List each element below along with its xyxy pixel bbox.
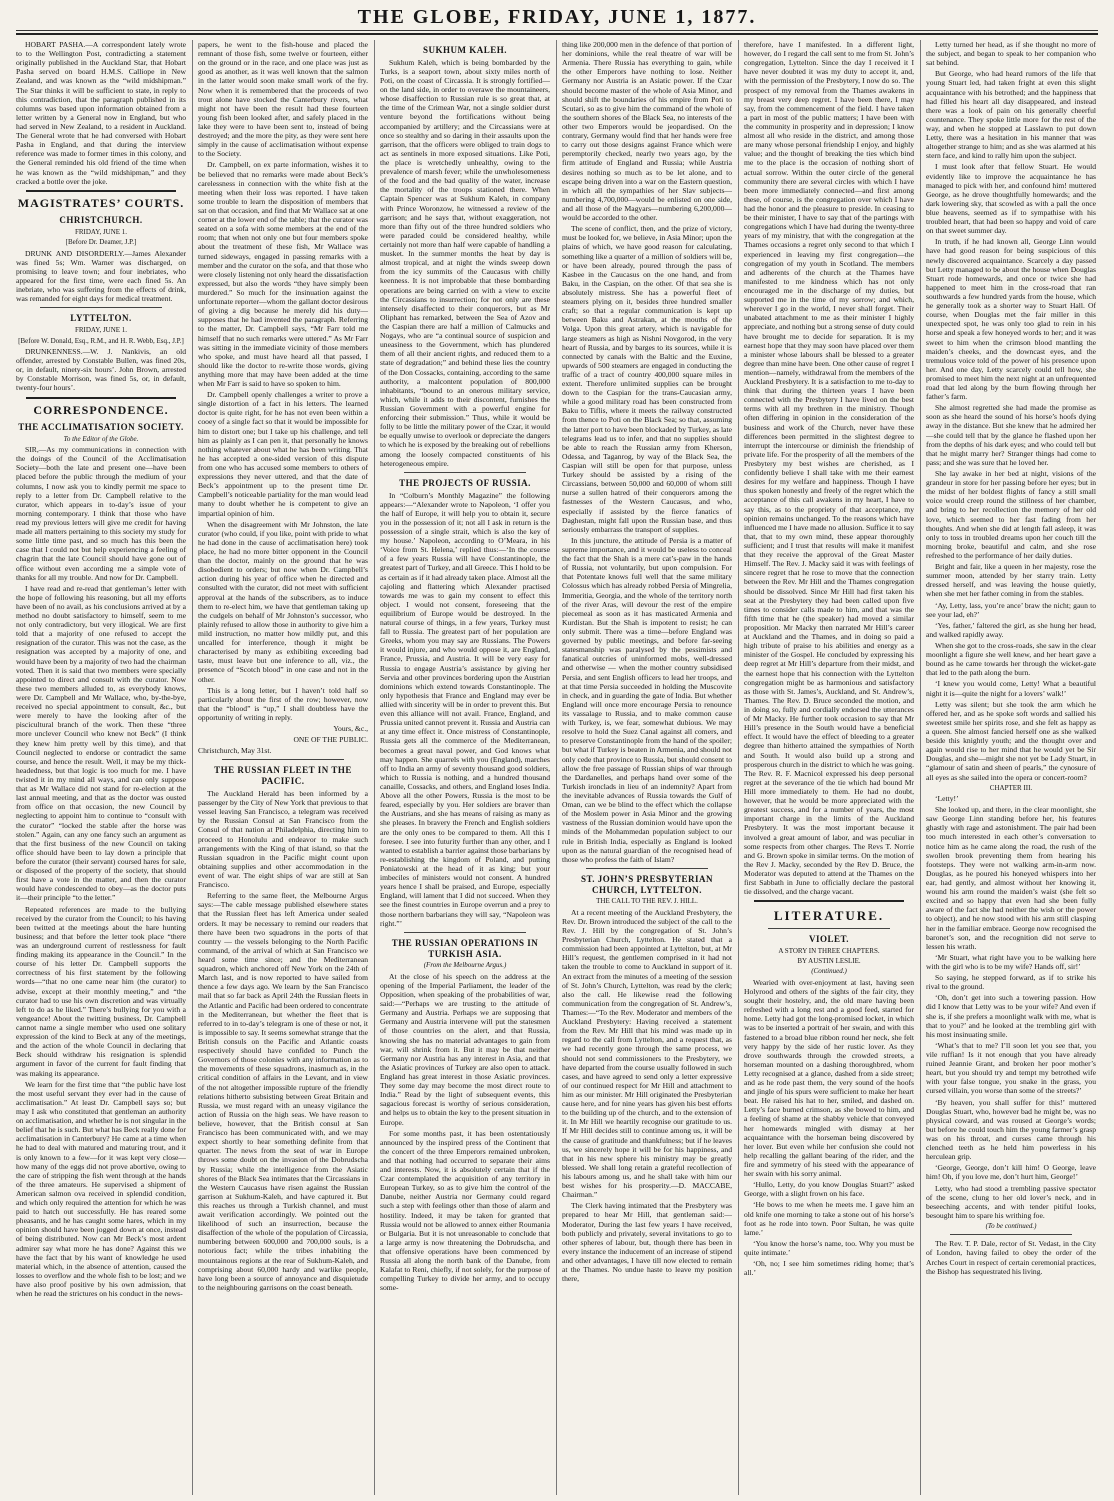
column-divider [374, 40, 375, 1495]
column-2 [198, 40, 368, 1495]
letter-paragraph: Dr. Campbell, on ex parte information, wishes it to be believed that no remarks were made about Beck’s carelessness in connection with the white fish at the meeting when their loss was reported. I have taken some trouble to learn the disposition of members that sat on that occasion, and find that Mr Wallace sat at one corner at the lower end of the table; that the curator was seated on a sofa with some members at the end of the room; that when not only one but four members spoke about the treatment of these fish, Mr Wallace was turned sideways, engaged in passing remarks with a member and the curator on the sofa, and that those who were closely listening not only heard the dissatisfaction expressed, but also the words “they have simply been murdered.” So much for the insinuation against the unfortunate reporter—whom the gallant doctor desirous of giving a dig because he merely did his duty—supposes that he had invented the paragraph. Referring to the matter, Dr. Campbell says, “Mr Farr told me himself that no such remarks were uttered.” As Mr Farr was sitting in the immediate vicinity of those members who spoke, and must have heard all that passed, I should like the doctor to re-write those words, giving anything more that may have been added at the time when Mr Farr is said to have so spoken to him. [198, 160, 368, 389]
divider [40, 307, 162, 308]
cc-date: FRIDAY, JUNE 1. [74, 227, 128, 236]
to-be-continued: (To be continued.) [985, 1221, 1037, 1230]
story-paragraph: Bright and fair, like a queen in her majesty, rose the summer moon, attended by her starry train. Letty dressed herself, and was leaving the house quietly, when she met her father coming in from the stables. [926, 562, 1096, 599]
letter-paragraph: SIR,—As my communications in connection with the doings of the Council of the Acclimatisation Society—both the late and present one—have been placed before the public through the medium of your columns, I now ask you to kindly permit me space to reply to a letter from Dr. Campbell relative to the curator, which appears in to-day’s issue of your morning contemporary. I think that those who have read my previous letters will give me credit for having made all matters pertaining to this society my study for some little time past, and so much has this been the case that I could not but help experiencing a feeling of chagrin that the late Council should have gone out of office without even according me a simple vote of thanks for all my trouble. And now for Dr. Campbell. [16, 445, 186, 582]
story-paragraph: So saying, he stepped forward, as if to strike his rival to the ground. [926, 973, 1096, 992]
continued-label: (Continued.) [811, 967, 847, 976]
lyttelton-heading: LYTTELTON. [70, 313, 132, 324]
article-paragraph: thing like 200,000 men in the defence of that portion of her dominions, while the real theatre of war will be Armenia. There Russia has everything to gain, while the other Emperors have nothing to lose. Neither Germany nor Austria is an Asiatic power. If the Czar should become master of the whole of Asia Minor, and should shift the boundaries of his empire from Poti to Scutari, so as to give him the command of the whole of the southern shores of the Black Sea, no interests of the other two Emperors would be jeopardised. On the contrary, Germany would find that her hands were free to carry out those designs against France which were peremptorily checked, nearly two years ago, by the firm attitude of England and Russia; while Austria desires nothing so much as to be let alone, and to escape being driven into a war on the Eastern question, in which all the sympathies of her Slav subjects—numbering 4,700,000—would be enlisted on one side, and all those of the Magyars—numbering 6,200,000—would be accorded to the other. [562, 40, 732, 223]
article-paragraph: In this juncture, the attitude of Persia is a matter of supreme importance, and it would be useless to conceal the fact that the Shah is a mere cat’s-paw in the hands of Russia, not voluntarily, but upon compulsion. For that Potentate knows full well that the same military Colossus which has already robbed Persia of Mingrelia, Immeritia, Georgia, and the whole of the territory north of the river Aras, will devour the rest of the empire piecemeal as soon as it has masticated Armenia and Kurdistan. But the Shah is impotent to resist; he can only submit. There was a time—before England was governed by public meetings, and before far-seeing statesmanship was paralysed by the pessimists and fanatical outcries of uninformed mobs, well-dressed and otherwise — when the mother country subsidised Persia, and sent English officers to lead her troops, and at that time Persia succeeded in holding the Muscovite in check, and in guarding the gate of India. But whether England will once more encourage Persia to renounce its vassalage to Russia, and to make common cause with Turkey, is, we fear, somewhat dubious. We may resolve to hold the Suez Canal against all comers, and to preserve Constantinople from the hand of the spoiler; but what if Turkey is beaten in Armenia, and should not only cede that province to Russia, but should consent to allow the free passage of Russian ships of war through the Dardanelles, and perhaps hand over some of the Turkish ironclads in lieu of an indemnity? Apart from the inevitable advances of Russia towards the Gulf of Oman, can we be blind to the effect which the collapse of the Moslem power in Asia Minor and the growing vastness of the Russian dominion would have upon the minds of the Mohammedan population subject to our rule in British India, especially as England is looked upon as the natural guardian of the recognised head of those who profess the faith of Islam? [562, 535, 732, 864]
article-paragraph: The scene of conflict, then, and the prize of victory, must be looked for, we believe, in Asia Minor; upon the plains of which, we have good reason for calculating, something like a quarter of a million of soldiers will be, or have been already, poured through the pass of Kasbee in the Caucasus on the one hand, and from Baku, in the Caspian, on the other. Of that sea she is absolutely mistress. She has a powerful fleet of steamers plying on it, besides three hundred smaller craft; so that a regular communication is kept up between Baku and Astrakan, at the mouths of the Volga. Upon this great artery, which is navigable for large steamers as high as Nishni Novgorod, in the very heart of Russia, and by barges to its sources, while it is connected by canals with the Baltic and the Euxine, upwards of 500 steamers are engaged in conducting the traffic of a tract of country 400,000 square miles in extent. Therefore unlimited supplies can be brought down to the Caspian for the trans-Caucasian army, while a good military road has been constructed from Baku to Tiflis, where it meets the railway constructed from thence to Poti on the Black Sea; so that, assuming the latter port to have been blockaded by Turkey, as late telegrams lead us to infer, and that no supplies should be able to reach the Russian army from Kherson, Odessa, and Taganrog, by way of the Black Sea, the Caspian will still be open for that purpose, unless Turkey should be assisted by a rising of the Circassians, between 50,000 and 60,000 of whom still nurse a sullen hatred of their conquerors among the fastnesses of the Western Caucasus, and who, especially if assisted by the fierce fanatics of Daghestan, might fall upon the Russian base, and thus seriously embarrass the transport of supplies. [562, 224, 732, 534]
column-divider [192, 40, 193, 1495]
story-paragraph: But George, who had heard rumors of the life that young Stuart led, had taken fright at even this slight acquaintance with his betrothed; and the happiness that had filled his heart all day disappeared, and instead there was a look of pain on his generally cheerful countenance. They spoke little more for the rest of the way, and when he stopped at Lasslawn to put down Letty, there was a hesitation in his manner that was altogether strange to him; and as she was alarmed at his stern face, and kind to rally him upon the subject. [926, 69, 1096, 161]
signature-place: Christchurch, May 31st. [198, 746, 272, 756]
story-paragraph: She lay awake in her bed at night, visions of the grandeur in store for her passing before her eyes; but in the midst of her boldest flights of fancy a still small voice would creep round the stillness of her chamber, and bring to her recollection the memory of her old love, which seemed to her fast fading from her thoughts. And when she did at length fall asleep, it was only to toss in troubled dreams upon her couch till the morning broke, beautiful and calm, and she rose refreshed to the performance of her daily duties. [926, 469, 1096, 561]
article-paragraph: The Auckland Herald has been informed by a passenger by the City of New York that previous to that vessel leaving San Francisco, a telegram was received by the Russian Consul at San Francisco from the Consul of that nation at Philadelphia, directing him to proceed to Honolulu and endeavor to make such arrangements with the King of that island, so that the Russian squadron in the Pacific might count upon obtaining supplies and other accommodation in the event of war. The eight ships of war are still at San Francisco. [198, 789, 368, 890]
letter-paragraph: papers, he went to the fish-house and placed the remnant of those fish, some twelve or fourteen, either on the ground or in the race, and one place was just as good as another, as it was well known that the salmon in the latter would soon make small work of the fry. Now when it is remembered that the proceeds of two trout alone have stocked the Canterbury rivers, what might not have been the result had these fourteen young fish been looked after, and safely placed in the lake they were to have been sent to, instead of being destroyed; and the more the pity, as they were sent here simply in the cause of acclimatisation without expense to the Society. [198, 40, 368, 159]
story-paragraph: ‘Oh, no; I see him sometimes riding home; that’s all.’ [744, 1259, 914, 1278]
divider [222, 759, 344, 760]
sukhum-heading: SUKHUM KALEH. [422, 45, 507, 55]
divider [26, 397, 176, 399]
story-paragraph: She almost regretted she had made the promise as soon as she heard the sound of his horse’s hoofs dying away in the distance. But she knew that he admired her—she could tell that by the glance he flashed upon her from the depths of his dark eyes; and who could tell but that he might marry her? Stranger things had come to pass; and she was sure that he loved her. [926, 403, 1096, 467]
story-paragraph: ‘Letty!’ [935, 794, 959, 804]
story-paragraph: ‘Oh, don’t get into such a towering passion. How did I know that Letty was to be your wife? And even if she is, if she prefers a moonlight walk with me, what is that to you?’ and he looked at the trembling girl with his most insinuating smile. [926, 993, 1096, 1039]
story-paragraph: ‘Yes, father,’ faltered the girl, as she hung her head, and walked rapidly away. [926, 620, 1096, 639]
magistrates-heading: MAGISTRATES’ COURTS. [17, 195, 185, 210]
church-subheading: THE CALL TO THE REV. J. HILL. [596, 897, 698, 906]
ly-text: DRUNKENNESS.—W. J. Nankivis, an old offender, arrested by Constable Bullen, was fined 20s, or, in default, ninety-six hours’. John Brown, arrested by Constable Morrison, was fined 5s, or, in default, twenty-four hours’. [16, 346, 186, 393]
story-paragraph: ‘He bows to me when he meets me. I gave him an old knife one morning to take a stone out of his horse’s foot as he rode into town. Poor Sultan, he was quite lame.’ [744, 1200, 914, 1237]
letter-paragraph: This is a long letter, but I haven’t told half so particularly about the first of the row; however, now that the “blood” is “up,” I shall doubtless have the opportunity of writing in reply. [198, 685, 368, 722]
story-paragraph: ‘George, George, don’t kill him! O George, leave him! Oh, if you love me, don’t hurt him, George!’ [926, 1163, 1096, 1182]
article-paragraph: For some months past, it has been ostentatiously announced by the inspired press of the Continent that the concert of the three Emperors remained unbroken, and that nothing had occurred to separate their aims and interests. Now, it is absolutely certain that if the Czar contemplated the acquisition of any territory in European Turkey, so as to give him the control of the Danube, neither Austria nor Germany could regard such a step with feelings other than those of alarm and hostility. Indeed, it may be taken for granted that Russia would not be allowed to annex either Roumania or Bulgaria. But it is not unreasonable to conclude that a large army is now threatening the Dobrudscha, and that offensive operations have been commenced by Russia all along the north bank of the Danube, from Kalafat to Reni, chiefly, if not solely, for the purpose of compelling Turkey to divide her army, and to occupy some- [380, 1128, 550, 1293]
operations-heading: THE RUSSIAN OPERATIONS IN TURKISH ASIA. [391, 937, 539, 959]
column-4 [562, 40, 732, 1495]
article-paragraph: At a recent meeting of the Auckland Presbytery, the Rev. Dr. Brown introduced the subject of the call to the Rev. J. Hill by the congregation of St. John’s Presbyterian Church, Lyttelton. He stated that a commission had been appointed at Lyttelton, but, at Mr Hill’s request, the gentlemen comprised in it had not taken the trouble to come to Auckland in support of it. An extract from the minutes of a meeting of the session of St. John’s Church, Lyttelton, was read by the clerk; also the call. He likewise read the following communication from the congregation of St. Andrew’s, Thames:—“To the Rev. Moderator and members of the Auckland Presbytery: Having received a statement from the Rev. Mr Hill that his mind was made up in regard to the call from Lyttelton, and a request that, as we had recently gone through the same process, we should not send commissioners to the Presbytery, we have departed from the course usually followed in such cases, and have agreed to send only a letter expressive of our continued respect for Mr Hill and attachment to him as our minister. Mr Hill originated the Presbyterian cause here, and for nine years has given his best efforts to the building up of the church, and to the extension of it. In Mr Hill we heartily recognise our gratitude to us. If Mr Hill decides still to continue among us, it will be the cause of gratitude and thankfulness; but if he leaves us, we sincerely hope it will be for his happiness, and that in his new sphere his ministry may be greatly blessed. We shall long retain a grateful recollection of his labours among us, and he shall take with him our best wishes for his prosperity.—D. MACCABE, Chairman.” [562, 907, 732, 1200]
signature-yours: Yours, &c., [333, 724, 368, 734]
story-author: BY AUSTIN LESLIE. [797, 957, 861, 966]
church-heading: ST. JOHN’S PRESBYTERIAN CHURCH, LYTTELTON. [580, 873, 714, 895]
violet-title: VIOLET. [808, 933, 850, 944]
masthead [0, 0, 1114, 28]
cc-text: DRUNK AND DISORDERLY.—James Alexander was fined 5s; Wm. Warner was discharged, on promising to leave town; and four inebriates, who appeared for the first time, were each fined 5s. An inebriate, who was suffering from the effects of drink, was remanded for eight days for medical treatment. [16, 248, 186, 304]
divider [754, 900, 904, 902]
ly-date: FRIDAY, JUNE 1. [74, 326, 128, 335]
story-paragraph: ‘Ay, Letty, lass, you’re ance’ braw the nicht; gaun to see your lad, eh?’ [926, 600, 1096, 619]
story-paragraph: In truth, if he had known all, George Linn would have had good reason for being suspicious of this newly discovered acquaintance. Scarcely a day passed but Letty managed to be about the house when Douglas Stuart rode homewards, and once or twice she had happened to meet him in the cross-road that ran southwards a few hundred yards from the house, which he generally took as a shorter way to Stuart Hall. Of course, when Douglas met the fair miller in this unexpected spot, he was only too glad to rein in his horse and speak a few honeyed words to her; and it was sweet to him when the crimson blood mantling the maiden’s cheeks, and the downcast eyes, and the tremulous voice told of the power of his presence upon her. And one day, Letty scarcely could tell how, she promised to meet him the next night at an unfrequented road that led along by the burn flowing through her father’s farm. [926, 237, 1096, 402]
article-paragraph: Sukhum Kaleh, which is being bombarded by the Turks, is a seaport town, about sixty miles north of Poti, on the coast of Circassia. It is strongly fortified—on the land side, in order to overawe the mountaineers, whose disaffection to Russian rule is so great that, at the time of the Crimean War, not a single soldier durst venture beyond the fortifications without being accompanied by artillery; and the Circassians were at once so stealthy and so daring in their assaults upon the garrison, that the officers were obliged to train dogs to act as sentinels in more exposed situations. Like Poti, the place is wretchedly unhealthy, owing to the prevalence of marsh fever; while the unwholesomeness of the food and the bad quality of the water, increase the mortality of the troops stationed there. When Captain Spencer was at Sukhum Kaleh, in company with Prince Woronzow, he witnessed a review of the garrison; and he says that, without exaggeration, not more than fifty out of the three hundred soldiers who were paraded could be considered healthy, while certainly not more than half were capable of handling a musket. In the summer months the heat by day is almost tropical, and at night the winds sweep down from the icy summits of the Caucasus with chilly keenness. It is not improbable that these bombarding operations are being carried on with a view to excite the Circassians to insurrection; for not only are these intensely disaffected to their conquerors, but as Mr Oliphant has remarked, between the Sea of Azov and the Caspian there are half a million of Calmucks and Nogays, who are “a continual source of suspicion and uneasiness to the Government, which has plundered them of all their ancient rights, and reduced them to a state of degradation;” and behind these lies the country of the Don Cossacks, containing, according to the same authority, a malcontent population of 800,000 inhabitants, “bound to an onerous military service, which, while it adds to their discontent, furnishes the Russian Government with a powerful engine for enforcing their submission.” Thus, while it would be folly to be little the military power of the Czar, it would be equally unwise to overlook or depreciate the dangers to which he is exposed by the breaking out of rebellions among the loosely compacted constituents of his heterogeneous empire. [380, 57, 550, 468]
column-divider [556, 40, 557, 1495]
letter-paragraph: Dr. Campbell openly challenges a writer to prove a single distortion of a fact in his letters. The learned doctor is quite right, for he has not even been within a cooey of a single fact so that it would be impossible for him to distort one; but I take up his challenge, and tell him as plainly as I can pen it, that personally he knows nothing whatever about what he has been writing. That he has accepted a one-sided version of this dispute from one who has accused some members to others of expressions they never uttered, and that the date of Beck’s appointment up to the present time Dr. Campbell’s noticeable partiality for the man would lead many to doubt whether he is competent to give an impartial opinion of him. [198, 390, 368, 518]
column-divider [738, 40, 739, 1495]
divider [404, 932, 526, 933]
column-6 [926, 40, 1096, 1495]
letter-paragraph: We learn for the first time that “the public have lost the most useful servant they ever had in the cause of acclimatisation.” At least Dr. Campbell says so; but may I ask who constituted that gentleman an authority on acclimatisation, and whether he is not singular in the belief that he is such. But what has Beck really done for acclimatisation in Canterbury? He came at a time when he had to deal with matured and maturing trout, and it is only known to a few—for it was kept very close—how many of the eggs did not prove abortive, owing to the care of stripping the fish went through at the hands of the three amateurs. He supervised a shipment of American salmon ova received in splendid condition, and which only required the attention for which he was paid to hatch out successfully. He has reared some pheasants, and he has caught some hares, which in my opinion should have been jogged down at once, instead of being distributed. Now can Mr Beck’s most ardent admirer say what more he has done? Against this we have the fact that by his want of knowledge he used material which, in the absence of attention, caused the losses to overflow and the whole fish to be lost; and we have also proof positive by his own admission, that when he read the strictures on his conduct in the news- [16, 1079, 186, 1299]
letter-paragraph: I have read and re-read that gentleman’s letter with the hope of following his reasoning, but all my efforts have been of no avail, as his conclusions arrived at by a method no doubt satisfactory to himself, seem to me not only contradictory, but very illogical. We are first told that a majority of one refused to accept the resignation of the curator. This was not the case, as the resignation was accepted by a majority of one, and would have been by a majority of two had the chairman voted. Then it is said that two members were specially appointed to direct and consult with the curator. Now these two members alluded to, as everybody knows, were Dr. Campbell and Mr Wallace, who, by-the-bye, received no special appointment to consult, &c., but were merely to have the looking after of the piscicultural branch of the work. Then these “three more unclever Council who knew not Beck” (I think they knew him pretty well by this time), and that Council neglected to endorse or contradict the same course, and hence the result. Well, it may be my thick-headedness, but that logic is too much for me. I have twisted it in my mind all ways, and can only suppose that as Mr Wallace did not stand for re-election at the last annual meeting, and that as the doctor was ousted from office on that occasion, the new Council by neglecting to appoint him to continue to “consult with the curator” “locked the stable after the horse was stolen.” Again, can any one fancy such an argument as that the first business of the new Council on taking office should have been to lay down a principle that before the curator (their servant) coursed hares for sale, or disposed of the property of the society, that should first have a vote in the matter, and then the curator would have condescended to obey—as the doctor puts it—their principle “to the letter.” [16, 583, 186, 903]
story-paragraph: When she got to the cross-roads, she saw in the clear moonlight a figure she well knew, and her heart gave a bound as he came towards her through the wicket-gate that led to the path along the burn. [926, 641, 1096, 678]
divider [950, 1234, 1072, 1235]
divider [26, 190, 176, 192]
russian-fleet-heading: THE RUSSIAN FLEET IN THE PACIFIC. [214, 765, 352, 787]
divider [404, 472, 526, 473]
christchurch-heading: CHRISTCHURCH. [59, 215, 143, 226]
projects-heading: THE PROJECTS OF RUSSIA. [399, 477, 531, 488]
story-paragraph: Letty, who had stood a trembling passive spectator of the scene, clung to her old lover’s neck, and in beseeching accents, and with tender pitiful looks, besought him to spare his writhing foe. [926, 1183, 1096, 1220]
divider [768, 928, 890, 929]
chapter-heading: CHAPTER III. [989, 783, 1033, 792]
story-subtitle: A STORY IN THREE CHAPTERS. [778, 946, 880, 955]
article-paragraph: In “Colburn’s Monthly Magazine” the following appears:—“Alexander wrote to Napoleon, ‘I offer you the half of Europe, it will help you to obtain it, secure you in the possession of it; not all I ask in return is the possession of a single strait, which is also the key of my house.’ Napoleon, according to O’Meara, in his ‘Voice from St. Helena,’ replied thus:—‘In the course of a few years Russia will have Constantinople, the greatest part of Turkey, and all Greece. This I hold to be as certain as if it had already taken place. Almost all the cajoling and flattering which Alexander practised towards me was to gain my consent to effect this object. I would not consent, foreseeing that the equilibrium of Europe would be destroyed. In the natural course of things, in a few years, Turkey must fall to Russia. The greatest part of her population are Greeks, whom you may say are Russians. The Powers it would injure, and who would oppose it, are England, France, Prussia, and Austria. It will be very easy for Russia to engage Austria’s assistance by giving her Servia and other provinces bordering upon the Austrian dominions which extend towards Constantinople. The only hypothesis that France and England may ever be allied with sincerity will be in order to prevent this. But even this alliance will not avail. France, England, and Prussia united cannot prevent it. Russia and Austria can at any time effect it. Once mistress of Constantinople, Russia gets all the commerce of the Mediterranean, becomes a great naval power, and God knows what may happen. She quarrels with you (England), marches off to India an army of seventy thousand good soldiers, which to Russia is nothing, and a hundred thousand canaille, Cossacks, and others, and England loses India. Above all the other Powers, Russia is the most to be feared, especially by you. Her soldiers are braver than the Austrians, and she has means of raising as many as she pleases. In bravery the French and English soldiers are the only ones to be compared to them. All this I foresee. I see into futurity further than any other, and I wanted to establish a barrier against those barbarians by re-establishing the kingdom of Poland, and putting Poniatowski at the head of it as king; but your imbeciles of ministers would not consent. A hundred years hence I shall be praised, and Europe, especially England, will lament that I did not succeed. When they see the finest countries in Europe overrun and a prey to those northern barbarians they will say, “Napoleon was right.”’ [380, 490, 550, 928]
story-paragraph: ‘Hullo, Letty, do you know Douglas Stuart?’ asked George, with a slight frown on his face. [744, 1180, 914, 1199]
column-1 [16, 40, 186, 1495]
story-paragraph: ‘Mr Stuart, what right have you to be walking here with the girl who is to be my wife? Hands off, sir!’ [926, 952, 1096, 971]
story-paragraph: I must look after that fellow Stuart. He would evidently like to improve the acquaintance he has managed to pick with her, and confound him! muttered George, as he drove thoughtfully homewards; and the dark lowering sky, that scowled as with a pall the once blue heavens, seemed as if to sympathise with his troubled heart, that had been so happy and void of care on that sweet summer day. [926, 162, 1096, 236]
column-divider [920, 40, 921, 1495]
letter-paragraph: Repeated references are made to the bullying received by the curator from the Council; to his having been twitted at the meetings about the hare hunting business; and that before the letter took place “there was an underground current of restlessness for fault finding making its appearance in the Council.” In the course of his letter Dr. Campbell supports the correctness of his first statement by the following words—“that no one came near him (the curator) to advise, except at their monthly meeting,” and “the curator had to use his own discretion and was virtually left to do as he liked.” There’s bullying for you with a vengeance! About the twitting business, Dr. Campbell cannot name a single member who used one solitary expression of the kind to Beck at any of the meetings, and the action of the whole Council in declaring that Beck should withdraw his resignation is splendid argument in favor of the current for fault finding that was making its appearance. [16, 904, 186, 1078]
cc-before: [Before Dr. Deamer, J.P.] [65, 238, 137, 247]
story-paragraph: ‘What’s that to me? I’ll soon let you see that, you vile ruffian! Is it not enough that you have already ruined Jeannie Grant, and broken her poor mother’s heart, but you should try and tempt my betrothed wife with your false tongue, you snake in the grass, you cursed villain, you worse than some of the streets?’ [926, 1040, 1096, 1096]
ly-before: [Before W. Donald, Esq., R.M., and H. R. Webb, Esq., J.P.] [18, 336, 184, 345]
literature-heading: LITERATURE. [773, 908, 885, 924]
divider [586, 868, 708, 869]
article-paragraph: Referring to the same fleet, the Melbourne Argus says:—The cable message published elsewhere states that the Russian fleet has left America under sealed orders. It may be necessary to remind our readers that there have been two squadrons in the ports of that country — the vessels belonging to the North Pacific command, of the arrival of which at San Francisco we heard some time since; and the Mediterranean squadron, which anchored off New York on the 24th of March last, and is now reported to have sailed from thence a few days ago. We learn by the San Francisco mail that so far back as April 24th the Russian fleets in the Atlantic and Pacific had been ordered to concentrate in the Mediterranean, but whether the fleet that is referred to in to-day’s telegram is one of these or not, it is impossible to say. It seems somewhat strange that the British consuls on the Pacific and Atlantic coasts respectively should have confided to Punch the Governors of those colonies with any information as to the movements of these squadrons, inasmuch as, in the critical condition of affairs in the Levant, and in view of the not altogether impossible rupture of the friendly relations hitherto subsisting between Great Britain and Russia, we must regard with an uneasy vigilance the action of Russia on the high seas. We have reason to believe, however, that the British consul at San Francisco has been communicated with, and we may expect shortly to hear something definite from that quarter. The news from the seat of war in Europe throws some doubt on the invasion of the Dobrudscha by Russia; while the intelligence from the Asiatic shores of the Black Sea intimates that the Circassians in the Western Caucasus have risen against the Russian garrison at Sukhum-Kaleh, and have captured it. But this reaches us through a Turkish channel, and must await verification accordingly. We pointed out the likelihood of such an insurrection, because the disaffection of the whole of the population of Circassia, numbering between 600,000 and 700,000 souls, is a notorious fact; while the tribes inhabiting the mountainous regions at the rear of Sukhum-Kaleh, and comprising about 60,000 hardy and warlike people, have long been a source of annoyance and disquietude to the neighbouring garrisons on the coast beneath. [198, 891, 368, 1292]
acclimatisation-heading: THE ACCLIMATISATION SOCIETY. [18, 421, 184, 432]
article-paragraph: At the close of his speech on the address at the opening of the Imperial Parliament, the leader of the Opposition, when speaking of the probabilities of war, said:—“Perhaps we are trusting to the attitude of Germany and Austria. Perhaps we are supposing that Germany and Austria intervene will put the statesmen of those countries on the alert, and that Russia, knowing she has no material advantages to gain from war, will shrink from it. But it may be that neither Germany nor Austria has any interest in Asia, and that the Asiatic provinces of Turkey are also open to attack. England has great interest in those Asiatic provinces. They some day may become the most direct route to India.” Read by the light of subsequent events, this sagacious forecast is worthy of serious consideration, and helps us to obtain the key to the present situation in Europe. [380, 971, 550, 1127]
hobart-pasha-paragraph: HOBART PASHA.—A correspondent lately wrote to to the Wellington Post, contradicting a statement originally published in the Auckland Star, that Hobart Pasha served on board H.M.S. Calliope in New Zealand, and was known as the “wild midshipman.” The Star thinks it will be sufficient to state, in reply to this contradiction, that the paragraph published in its columns was based upon information obtained from a letter written by a General now in England, but who had served in New Zealand, to a resident in Auckland. The General wrote that he had conversed with Hobart Pasha in England, and that during the interview reference was made to former times in this colony, and the General reminded his old friend of the time when he was known as the “wild midshipman,” and they cracked a bottle over the joke. [16, 40, 186, 186]
article-paragraph: The Clerk having intimated that the Presbytery was prepared to hear Mr Hill, that gentleman said:—Moderator, During the last few years I have received, both publicly and privately, several invitations to go to other spheres of labour, but, though there has been in every instance the inducement of an increase of stipend and other advantages, I have till now elected to remain at the Thames. No undue haste to leave my position there, [562, 1201, 732, 1284]
column-5 [744, 40, 914, 1495]
correspondence-heading: CORRESPONDENCE. [33, 402, 169, 417]
story-paragraph: ‘By heaven, you shall suffer for this!’ muttered Douglas Stuart, who, however bad he might be, was no physical coward, and was roused at George’s words; but before he could touch him the young farmer’s grasp was on his throat, and curses came through his clenched teeth as he held him powerless in his herculean grip. [926, 1097, 1096, 1162]
story-paragraph: She looked up, and there, in the clear moonlight, she saw George Linn standing before her, his features ghastly with rage and astonishment. The pair had been too much interested in each other’s conversation to notice him as he came along the road, the rush of the swollen brook preventing them from hearing his footsteps. They were not walking arm-in-arm now. Douglas, as he poured his honeyed whispers into her ear, had gently, and almost without her knowing it, wound his arm round the maiden’s waist (she felt so excited and so happy that even had she been fully aware of the fact she had neither the wish or the power to object), and he now stood with his arm still clasping her in the familiar embrace. George now recognised the baronet’s son, and the recognition did not serve to lessen his wrath. [926, 805, 1096, 951]
story-paragraph: ‘You know the horse’s name, too. Why you must be quite intimate.’ [744, 1238, 914, 1258]
to-editor: To the Editor of the Globe. [63, 434, 139, 443]
masthead-rule-thick [16, 33, 1098, 35]
story-paragraph: Letty was silent; but she took the arm which he offered her, and as he spoke soft words and sallied his sweetest smile her spirits rose, and she felt as happy as a queen. She almost fancied herself one as she walked beside this knightly youth; and the thought over and again would rise to her mind that he would yet be Sir Douglas, and she—might she not yet be Lady Stuart, in “glamour of satin and sheen of pearls,” the cynosure of all eyes as she sailed into the opera or concert-room? [926, 699, 1096, 782]
columns [16, 40, 1098, 1495]
story-paragraph: Letty turned her head, as if she thought no more of the subject, and began to speak to her companion who sat behind. [926, 40, 1096, 68]
operations-source: (From the Melbourne Argus.) [423, 961, 507, 970]
article-paragraph: therefore, have I manifested. In a different light, however, do I regard the call sent to me from St. John’s congregation, Lyttelton. Since the day I received it I have never doubted it was my duty to accept it, and, with the permission of the Presbytery, I now do so. The prospect of my removal from the Thames awakens in my breast very deep regret. I have been there, I may say, from the commencement of the field. I have taken a part in most of the public matters; I have been with the community in prosperity and in depression; I know almost all who reside in the district, and among those are many whose personal friendship I enjoy, and highly value; and the thought of breaking the ties which bind me to the place is the occasion of nothing short of actual sorrow. Within the outer circle of the general community there are several circles with which I have been more immediately connected—and first among these, of course, is the congregation over which I have had the honor and the pleasure to preside. In ceasing to be their minister, I have to say that of the partings with congregations which I have had during the twenty-three years of my ministry, that with the congregation at the Thames occasions a regret only second to that which I experienced in leaving my first congregation—the congregation of my youth in Scotland. The members and adherents of the church at the Thames have manifested to me kindness which has not only encouraged me in the discharge of my duties, but supported me in the time of my sorrow; and which, wherever I go in the world, I never shall forget. Their unabated attachment to me as their minister I highly appreciate, and nothing but a strong sense of duty could have brought me to decide for separation. It is my earnest hope that they may soon have placed over them a minister whose labours shall be blessed to a greater degree than mine have been. One other cause of regret I mention—namely, withdrawal from the members of the Auckland Presbytery. It is a satisfaction to me to-day to think that during the thirteen years I have been connected with the Presbytery I have lived on the best terms with all my brethren in the ministry. Though often differing in opinion in the consideration of the business and work of the Church, never have these differences been permitted in the slightest degree to interrupt the intercourse or diminish the friendship of private life. For the prosperity of all the members of the Presbytery my best wishes are cherished, as I confidently believe I shall take with me their earnest desires for my welfare and happiness. Though I have thus spoken honestly and freely of the regret which the acceptance of this call awakens in my heart, I have to say this, as to the propriety of that acceptance, my opinion remains unchanged. To the reasons which have influenced me I have made no allusion. Suffice it to say that, that to my own mind, these appear thoroughly sufficient; and I trust that results will make it manifest that they receive the approval of the Great Master Himself. The Rev. J. Macky said it was with feelings of sincere regret that he rose to move that the connection between the Rev. Mr Hill and the Thames congregation should be dissolved. Since Mr Hill had first taken his seat at the Presbytery they had been called upon five times to consider calls made to him, and that was the fifth time that he (the speaker) had moved a similar proposition. Mr Macky then narrated Mr Hill’s career at Auckland and the Thames, and in doing so paid a high tribute of praise to his abilities and energy as a minister of the Gospel. He concluded by expressing his deep regret at Mr Hill’s departure from their midst, and the earnest hope that his connection with the Lyttelton congregation might be as harmonious and satisfactory as those with St. James’s, Auckland, and St. Andrew’s, Thames. The Rev. D. Bruce seconded the motion, and in doing so, fully and cordially endorsed the utterances of Mr Macky. He further took occasion to say that Mr Hill’s presence in the South would have a beneficial effect. It would have the effect of bleeding to a greater degree than hitherto attained the sympathies of North and South. It would also build up a strong and prosperous church in the district to which he was going. The Rev. R. F. Macnicol expressed his deep personal regret at the severance of the tie which had bound Mr Hill more immediately to them. He had no doubt, however, that he would be more appreciated with the greatest success, and for a number of years, the most important charge in the limits of the Auckland Presbytery. It was the most important because it involved a great amount of labor, and was peculiar in some respects from other charges. The Revs T. Norrie and G. Brown spoke in similar terms. On the motion of the Rev J. Macky, seconded by the Rev D. Bruce, the Moderator was deputed to attend at the Thames on the first Sabbath in June to officially declare the pastoral tie dissolved, and the charge vacant. [744, 40, 914, 897]
letter-paragraph: When the disagreement with Mr Johnston, the late curator (who could, if you like, point with pride to what he had done in the cause of acclimatisation here) took place, he had no more bitter opponent in the Council than the doctor, mainly on the ground that he was disobedient to orders; but now when Dr. Campbell’s action during his year of office when he directed and consulted with the curator, did not meet with sufficient approval at the hands of the subscribers, as to induce them to re-elect him, we have that gentleman taking up the cudgels on behalf of Mr Johnston’s successor, who plainly refused to allow those in authority to give him a mild instruction, no matter how mildly put, and this uncalled for interference, though it might be characterised by many as exhibiting exceeding bad taste, must leave but one inference to all, viz., the presence of “Scotch blood” in one case and not in the other. [198, 519, 368, 684]
masthead-title: THE GLOBE, FRIDAY, JUNE 1, 1877. [357, 6, 757, 28]
column-3 [380, 40, 550, 1495]
masthead-rule [16, 30, 1098, 31]
news-paragraph: The Rev. T. P. Dale, rector of St. Vedast, in the City of London, having failed to obey the order of the Arches Court in respect of certain ceremonial practices, the Bishop has sequestrated his living. [926, 1239, 1096, 1276]
signature-name: ONE OF THE PUBLIC. [293, 735, 368, 745]
story-paragraph: ‘I knew you would come, Letty! What a beautiful night it is—quite the night for a lovers’ walk!’ [926, 679, 1096, 698]
story-paragraph: Wearied with over-enjoyment at last, having seen Holyrood and others of the sights of the fair city, they sought their hostelry, and, the old mare having been refreshed with a long rest and a good feed, started for home. Letty had got the long-promised locket, in which was to be inserted a portrait of her swain, and with this fastened to a broad blue ribbon round her neck, she felt very happy by the side of her rustic lover. As they drove southwards through the crowded streets, a horseman mounted on a dashing thoroughbred, whom Letty recognised at a glance, dashed from a side street; and as he rode past them, the very sound of the hoofs and jingle of his spurs were sufficient to make her heart beat. He raised his hat to her, smiled, and dashed on. Letty’s face burned crimson, as she bowed to him, and a feeling of shame at the shabby vehicle that conveyed her homewards mingled with dismay at her acquaintance with the horseman being discovered by her lover. But even while her confusion she could not help recalling the gallant bearing of the rider, and the fire and symmetry of his steed with the appearance of her swain with his sorry animal. [744, 977, 914, 1179]
